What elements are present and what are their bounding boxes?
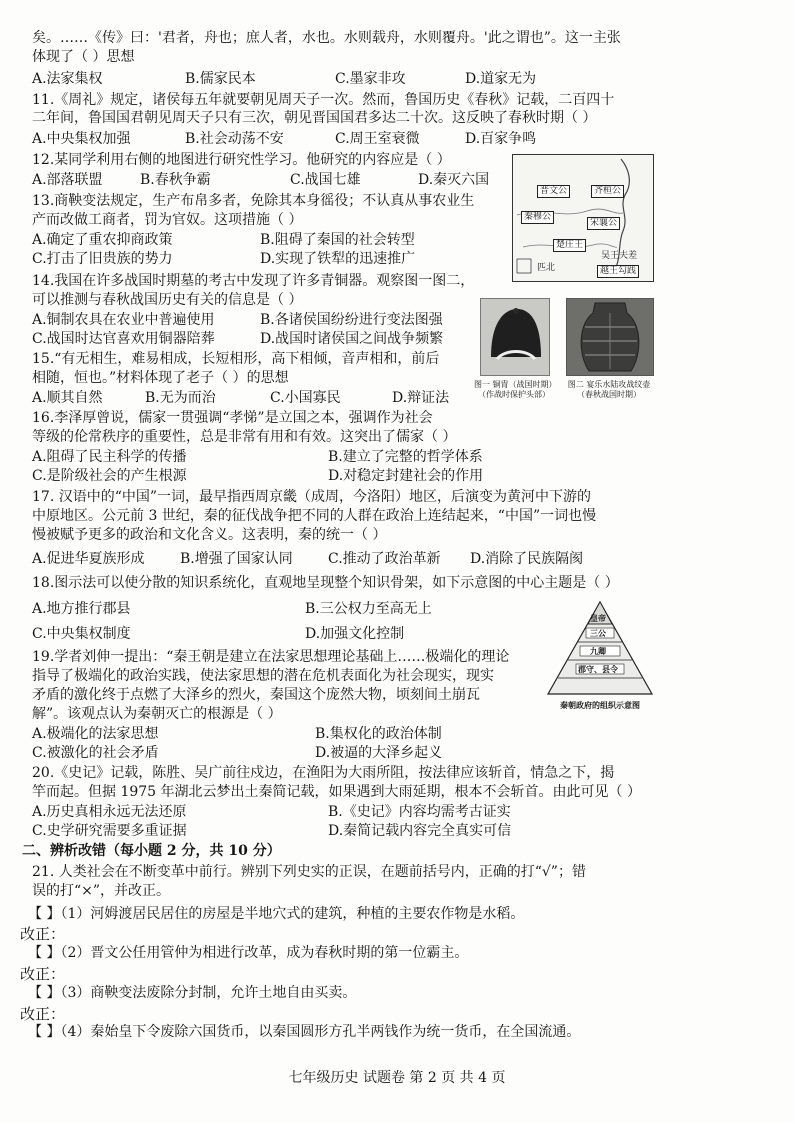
q20-line-1: 20.《史记》记载，陈胜、吴广前往戍边，在渔阳为大雨所阻，按法律应该斩首，情急之下，揭 bbox=[32, 765, 615, 781]
correction-label-2: 改正： bbox=[20, 965, 66, 983]
q12-option-a: A.部落联盟 bbox=[32, 172, 103, 188]
q10-line-1: 矣。……《传》曰：'君者，舟也；庶人者，水也。水则载舟，水则覆舟。'此之谓也”。这一主张 bbox=[32, 30, 621, 46]
q21-item-2: 【 】（2）晋文公任用管仲为相进行改革，成为春秋时期的第一位霸主。 bbox=[28, 945, 469, 961]
q10-option-d: D.道家无为 bbox=[465, 71, 537, 87]
q17-option-b: B.增强了国家认同 bbox=[180, 551, 293, 567]
q19-option-d: D.被逼的大泽乡起义 bbox=[315, 745, 443, 761]
q11-option-b: B.社会动荡不安 bbox=[185, 131, 284, 147]
q10-option-b: B.儒家民本 bbox=[185, 71, 256, 87]
pyramid-label-county: 郡守、县令 bbox=[578, 664, 618, 674]
correction-label-1: 改正： bbox=[20, 925, 66, 943]
bronze-vessel-photo bbox=[566, 298, 654, 376]
q21-item-4: 【 】（4）秦始皇下令废除六国货币，以秦国圆形方孔半两钱作为统一货币，在全国流通。 bbox=[28, 1024, 581, 1040]
q15-option-c: C.小国寡民 bbox=[270, 390, 341, 406]
q14-option-b: B.各诸侯国纷纷进行变法图强 bbox=[260, 312, 443, 328]
map-label-song: 宋襄公 bbox=[587, 217, 620, 230]
map-label-qin: 秦穆公 bbox=[521, 211, 554, 224]
map-label-chu: 楚庄王 bbox=[553, 239, 586, 252]
section-2-title: 二、辨析改错（每小题 2 分，共 10 分） bbox=[22, 843, 281, 859]
q13-option-d: D.实现了铁犁的迅速推广 bbox=[260, 251, 416, 267]
map-label-jin: 晋文公 bbox=[537, 185, 570, 198]
q15-option-b: B.无为而治 bbox=[145, 390, 216, 406]
q14-option-d: D.战国时诸侯国之间战争频繁 bbox=[260, 331, 444, 347]
q18-option-b: B.三公权力至高无上 bbox=[305, 601, 432, 617]
q18-option-d: D.加强文化控制 bbox=[305, 626, 405, 642]
q13-option-c: C.打击了旧贵族的势力 bbox=[32, 251, 173, 267]
q15-option-d: D.辩证法 bbox=[392, 390, 450, 406]
q12-option-b: B.春秋争霸 bbox=[140, 172, 211, 188]
q16-option-c: C.是阶级社会的产生根源 bbox=[32, 468, 187, 484]
q15-line-2: 相随，恒也。”材料体现了老子（ ）的思想 bbox=[32, 370, 289, 386]
pyramid-label-jiuqing: 九卿 bbox=[590, 646, 606, 656]
q19-line-1: 19.学者刘伸一提出：“秦王朝是建立在法家思想理论基础上……极端化的理论 bbox=[32, 649, 510, 665]
q20-option-d: D.秦简记载内容完全真实可信 bbox=[328, 823, 512, 839]
q21-line-2: 误的打“×”，并改正。 bbox=[32, 883, 171, 899]
q10-option-a: A.法家集权 bbox=[32, 71, 103, 87]
q11-option-d: D.百家争鸣 bbox=[465, 131, 537, 147]
q17-line-1: 17. 汉语中的“中国”一词，最早指西周京畿（成周，今洛阳）地区，后演变为黄河中下游的 bbox=[32, 489, 592, 505]
helmet-icon bbox=[481, 299, 549, 375]
q10-option-c: C.墨家非攻 bbox=[335, 71, 406, 87]
q13-line-2: 产而改做工商者，罚为官奴。这项措施（ ） bbox=[32, 212, 303, 228]
page-footer: 七年级历史 试题卷 第 2 页 共 4 页 bbox=[288, 1070, 506, 1086]
pyramid-label-emperor: 皇帝 bbox=[590, 613, 606, 623]
vessel-pattern-icon bbox=[567, 299, 653, 375]
q17-option-c: C.推动了政治革新 bbox=[328, 551, 441, 567]
q21-line-1: 21. 人类社会在不断变革中前行。辨别下列史实的正误，在题前括号内，正确的打“√”；错 bbox=[32, 864, 586, 880]
q13-line-1: 13.商鞅变法规定，生产布帛多者，免除其本身徭役；不认真从事农业生 bbox=[32, 193, 475, 209]
q17-line-3: 慢被赋予更多的政治和文化含义。这表明，秦的统一（ ） bbox=[32, 527, 387, 543]
q18-line: 18.图示法可以使分散的知识系统化，直观地呈现整个知识骨架，如下示意图的中心主题是（ ） bbox=[32, 575, 619, 591]
q16-option-a: A.阻碍了民主科学的传播 bbox=[32, 449, 187, 465]
q19-line-2: 指导了极端化的政治实践，使法家思想的潜在危机表面化为社会现实，现实 bbox=[32, 668, 494, 684]
pyramid-caption: 秦朝政府的组织示意图 bbox=[560, 700, 640, 710]
q17-option-d: D.消除了民族隔阂 bbox=[470, 551, 584, 567]
qin-government-pyramid bbox=[540, 598, 660, 710]
q17-line-2: 中原地区。公元前 3 世纪，秦的征伐战争把不同的人群在政治上连结起来，“中国”一词也慢 bbox=[32, 508, 597, 524]
spring-autumn-map bbox=[512, 154, 654, 282]
q17-option-a: A.促进华夏族形成 bbox=[32, 551, 145, 567]
q13-option-a: A.确定了重农抑商政策 bbox=[32, 232, 173, 248]
q18-option-a: A.地方推行郡县 bbox=[32, 601, 131, 617]
q14-line-1: 14.我国在许多战国时期墓的考古中发现了许多青铜器。观察图一图二， bbox=[32, 273, 475, 289]
bronze-caption-2b: （春秋战国时期） bbox=[577, 390, 641, 399]
bronze-caption-1: 图一 铜胄（战国时期） bbox=[474, 380, 557, 389]
correction-label-3: 改正： bbox=[20, 1005, 66, 1023]
q20-option-c: C.史学研究需要多重证据 bbox=[32, 823, 187, 839]
q20-option-b: B.《史记》内容均需考古证实 bbox=[328, 804, 511, 820]
q11-line-1: 11.《周礼》规定，诸侯每五年就要朝见周天子一次。然而，鲁国历史《春秋》记载，二百四十 bbox=[32, 92, 615, 108]
pyramid-label-sangong: 三公 bbox=[590, 628, 606, 638]
bronze-caption-2: 图二 宴乐水陆攻战纹壶 bbox=[567, 380, 651, 389]
q19-line-4: 解”。该观点认为秦朝灭亡的根源是（ ） bbox=[32, 706, 282, 722]
q19-option-c: C.被激化的社会矛盾 bbox=[32, 745, 159, 761]
bronze-caption-1b: （作战时保护头部） bbox=[478, 390, 550, 399]
map-label-qi: 齐桓公 bbox=[591, 185, 624, 198]
q16-line-1: 16.李泽厚曾说，儒家一贯强调“孝悌”是立国之本，强调作为社会 bbox=[32, 410, 433, 426]
q14-line-2: 可以推测与春秋战国历史有关的信息是（ ） bbox=[32, 292, 303, 308]
q16-line-2: 等级的伦常秩序的重要性，总是非常有用和有效。这突出了儒家（ ） bbox=[32, 429, 457, 445]
q15-line-1: 15.“有无相生，难易相成，长短相形，高下相倾，音声相和，前后 bbox=[32, 351, 440, 367]
q19-option-a: A.极端化的法家思想 bbox=[32, 726, 159, 742]
q18-option-c: C.中央集权制度 bbox=[32, 626, 131, 642]
q20-option-a: A.历史真相永远无法还原 bbox=[32, 804, 187, 820]
q13-option-b: B.阻碍了秦国的社会转型 bbox=[260, 232, 415, 248]
q21-item-3: 【 】（3）商鞅变法废除分封制，允许土地自由买卖。 bbox=[28, 985, 357, 1001]
q21-item-1: 【 】（1）河姆渡居民居住的房屋是半地穴式的建筑，种植的主要农作物是水稻。 bbox=[28, 906, 525, 922]
map-label-yue: 越王勾践 bbox=[597, 265, 639, 278]
q10-line-2: 体现了（ ）思想 bbox=[32, 49, 135, 65]
map-label-corner: 匹北 bbox=[537, 263, 556, 273]
q12-line: 12.某同学利用右侧的地图进行研究性学习。他研究的内容应是（ ） bbox=[32, 152, 451, 168]
q19-line-3: 矛盾的激化终于点燃了大泽乡的烈火，秦国这个庞然大物，顷刻间土崩瓦 bbox=[32, 687, 480, 703]
q11-option-a: A.中央集权加强 bbox=[32, 131, 131, 147]
q16-option-d: D.对稳定封建社会的作用 bbox=[328, 468, 484, 484]
q20-line-2: 竿而起。但据 1975 年湖北云梦出土秦简记载，如果遇到大雨延期，根本不会斩首。由此可见（ ） bbox=[32, 784, 641, 800]
q14-option-c: C.战国时达官喜欢用铜器陪葬 bbox=[32, 331, 215, 347]
q11-option-c: C.周王室衰微 bbox=[335, 131, 420, 147]
q11-line-2: 二年间，鲁国国君朝见周天子只有三次，朝见晋国国君多达二十次。这反映了春秋时期（ ） bbox=[32, 110, 597, 126]
q15-option-a: A.顺其自然 bbox=[32, 390, 103, 406]
bronze-helmet-photo bbox=[480, 298, 550, 376]
q12-option-d: D.秦灭六国 bbox=[418, 172, 490, 188]
map-label-wu: 吴王夫差 bbox=[601, 251, 638, 261]
q16-option-b: B.建立了完整的哲学体系 bbox=[328, 449, 483, 465]
q19-option-b: B.集权化的政治体制 bbox=[315, 726, 442, 742]
q12-option-c: C.战国七雄 bbox=[290, 172, 361, 188]
q14-option-a: A.铜制农具在农业中普遍使用 bbox=[32, 312, 215, 328]
